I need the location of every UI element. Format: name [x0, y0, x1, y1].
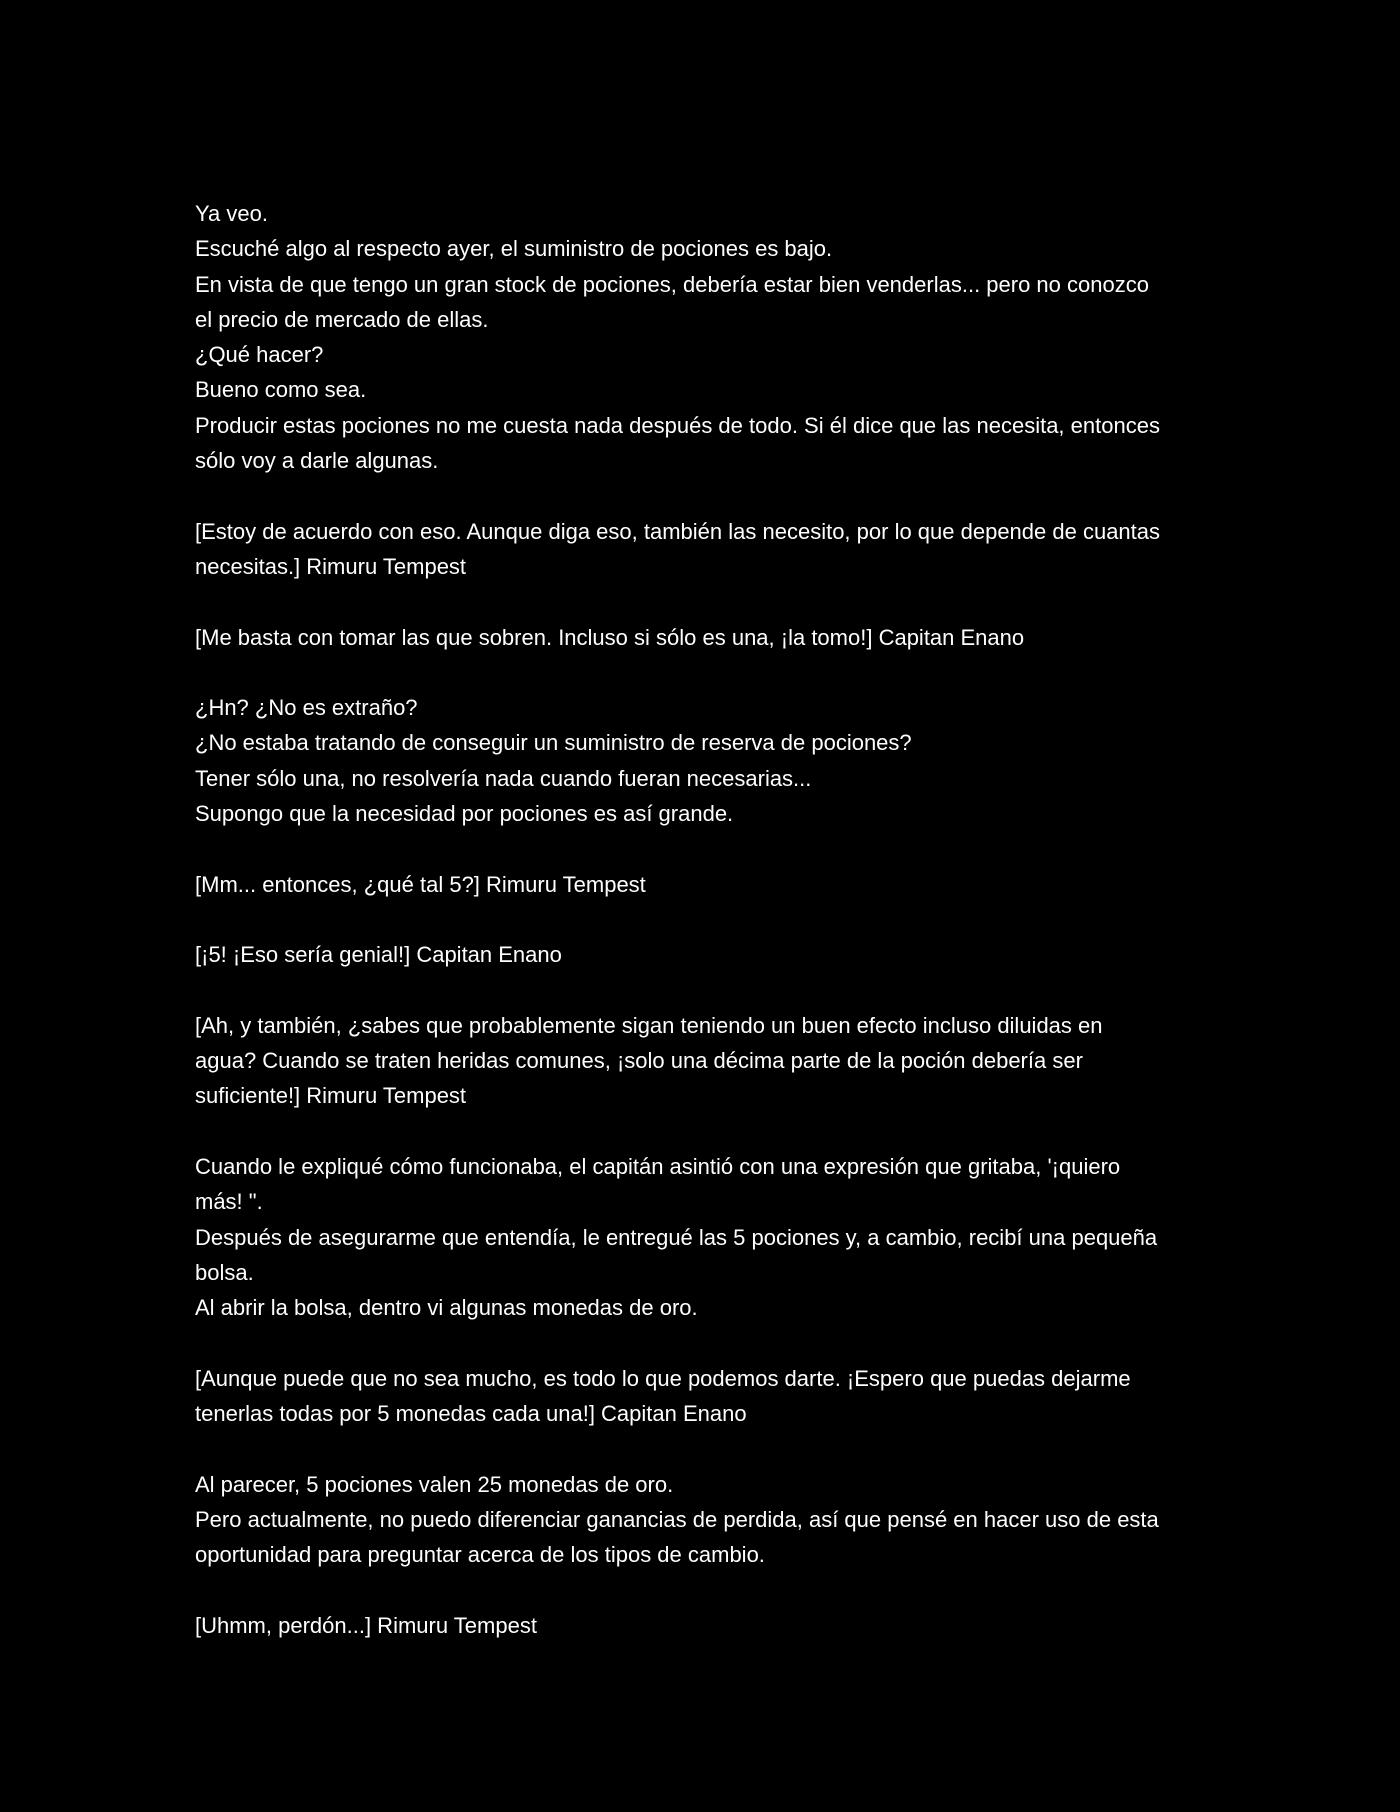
text-line: Después de asegurarme que entendía, le entregué las 5 pociones y, a cambio, recibí una pequeña	[195, 1224, 1158, 1250]
text-line: más! ".	[195, 1189, 263, 1215]
text-line: bolsa.	[195, 1259, 254, 1285]
text-line: Al parecer, 5 pociones valen 25 monedas de oro.	[195, 1471, 674, 1497]
text-line: En vista de que tengo un gran stock de pociones, debería estar bien venderlas... pero no conozco	[195, 271, 1149, 297]
paragraph	[195, 1008, 1225, 1114]
paragraph	[195, 514, 1225, 585]
text-line: el precio de mercado de ellas.	[195, 306, 489, 332]
text-line: [Ah, y también, ¿sabes que probablemente sigan teniendo un buen efecto incluso diluidas en	[195, 1012, 1103, 1038]
paragraph	[195, 1361, 1225, 1432]
text-line: [Aunque puede que no sea mucho, es todo lo que podemos darte. ¡Espero que puedas dejarme	[195, 1365, 1131, 1391]
text-line: agua? Cuando se traten heridas comunes, ¡solo una décima parte de la poción debería ser	[195, 1048, 1083, 1074]
text-line: Ya veo.	[195, 201, 268, 226]
text-line: Pero actualmente, no puedo diferenciar ganancias de perdida, así que pensé en hacer uso de esta	[195, 1506, 1159, 1532]
text-line: Cuando le expliqué cómo funcionaba, el capitán asintió con una expresión que gritaba, '¡quiero	[195, 1154, 1121, 1180]
paragraph	[195, 1149, 1225, 1325]
paragraph	[195, 196, 1225, 478]
paragraph	[195, 620, 1225, 655]
text-line: [¡5! ¡Eso sería genial!] Capitan Enano	[195, 942, 562, 968]
paragraph	[195, 1608, 1225, 1643]
text-line: Supongo que la necesidad por pociones es así grande.	[195, 801, 734, 827]
text-line: ¿No estaba tratando de conseguir un suministro de reserva de pociones?	[195, 730, 912, 756]
paragraph	[195, 937, 1225, 972]
text-line: sólo voy a darle algunas.	[195, 448, 439, 474]
paragraph	[195, 1467, 1225, 1573]
text-line: [Estoy de acuerdo con eso. Aunque diga eso, también las necesito, por lo que depende de cuantas	[195, 518, 1161, 544]
text-line: Bueno como sea.	[195, 377, 367, 403]
text-line: Producir estas pociones no me cuesta nada después de todo. Si él dice que las necesita, entonces	[195, 412, 1160, 438]
text-line: Escuché algo al respecto ayer, el suministro de pociones es bajo.	[195, 236, 833, 262]
text-line: ¿Qué hacer?	[195, 342, 324, 368]
text-line: [Uhmm, perdón...] Rimuru Tempest	[195, 1612, 537, 1638]
text-line: Tener sólo una, no resolvería nada cuando fueran necesarias...	[195, 765, 812, 791]
paragraph	[195, 690, 1225, 831]
text-line: Al abrir la bolsa, dentro vi algunas monedas de oro.	[195, 1295, 698, 1321]
text-line: necesitas.] Rimuru Tempest	[195, 553, 467, 579]
text-line: [Me basta con tomar las que sobren. Incluso si sólo es una, ¡la tomo!] Capitan Enano	[195, 624, 1025, 650]
paragraph	[195, 867, 1225, 902]
text-line: tenerlas todas por 5 monedas cada una!] Capitan Enano	[195, 1401, 747, 1427]
text-line: ¿Hn? ¿No es extraño?	[195, 695, 418, 721]
text-line: oportunidad para preguntar acerca de los tipos de cambio.	[195, 1542, 765, 1568]
document-page	[195, 196, 1225, 1678]
text-line: [Mm... entonces, ¿qué tal 5?] Rimuru Tempest	[195, 871, 646, 897]
text-line: suficiente!] Rimuru Tempest	[195, 1083, 467, 1109]
